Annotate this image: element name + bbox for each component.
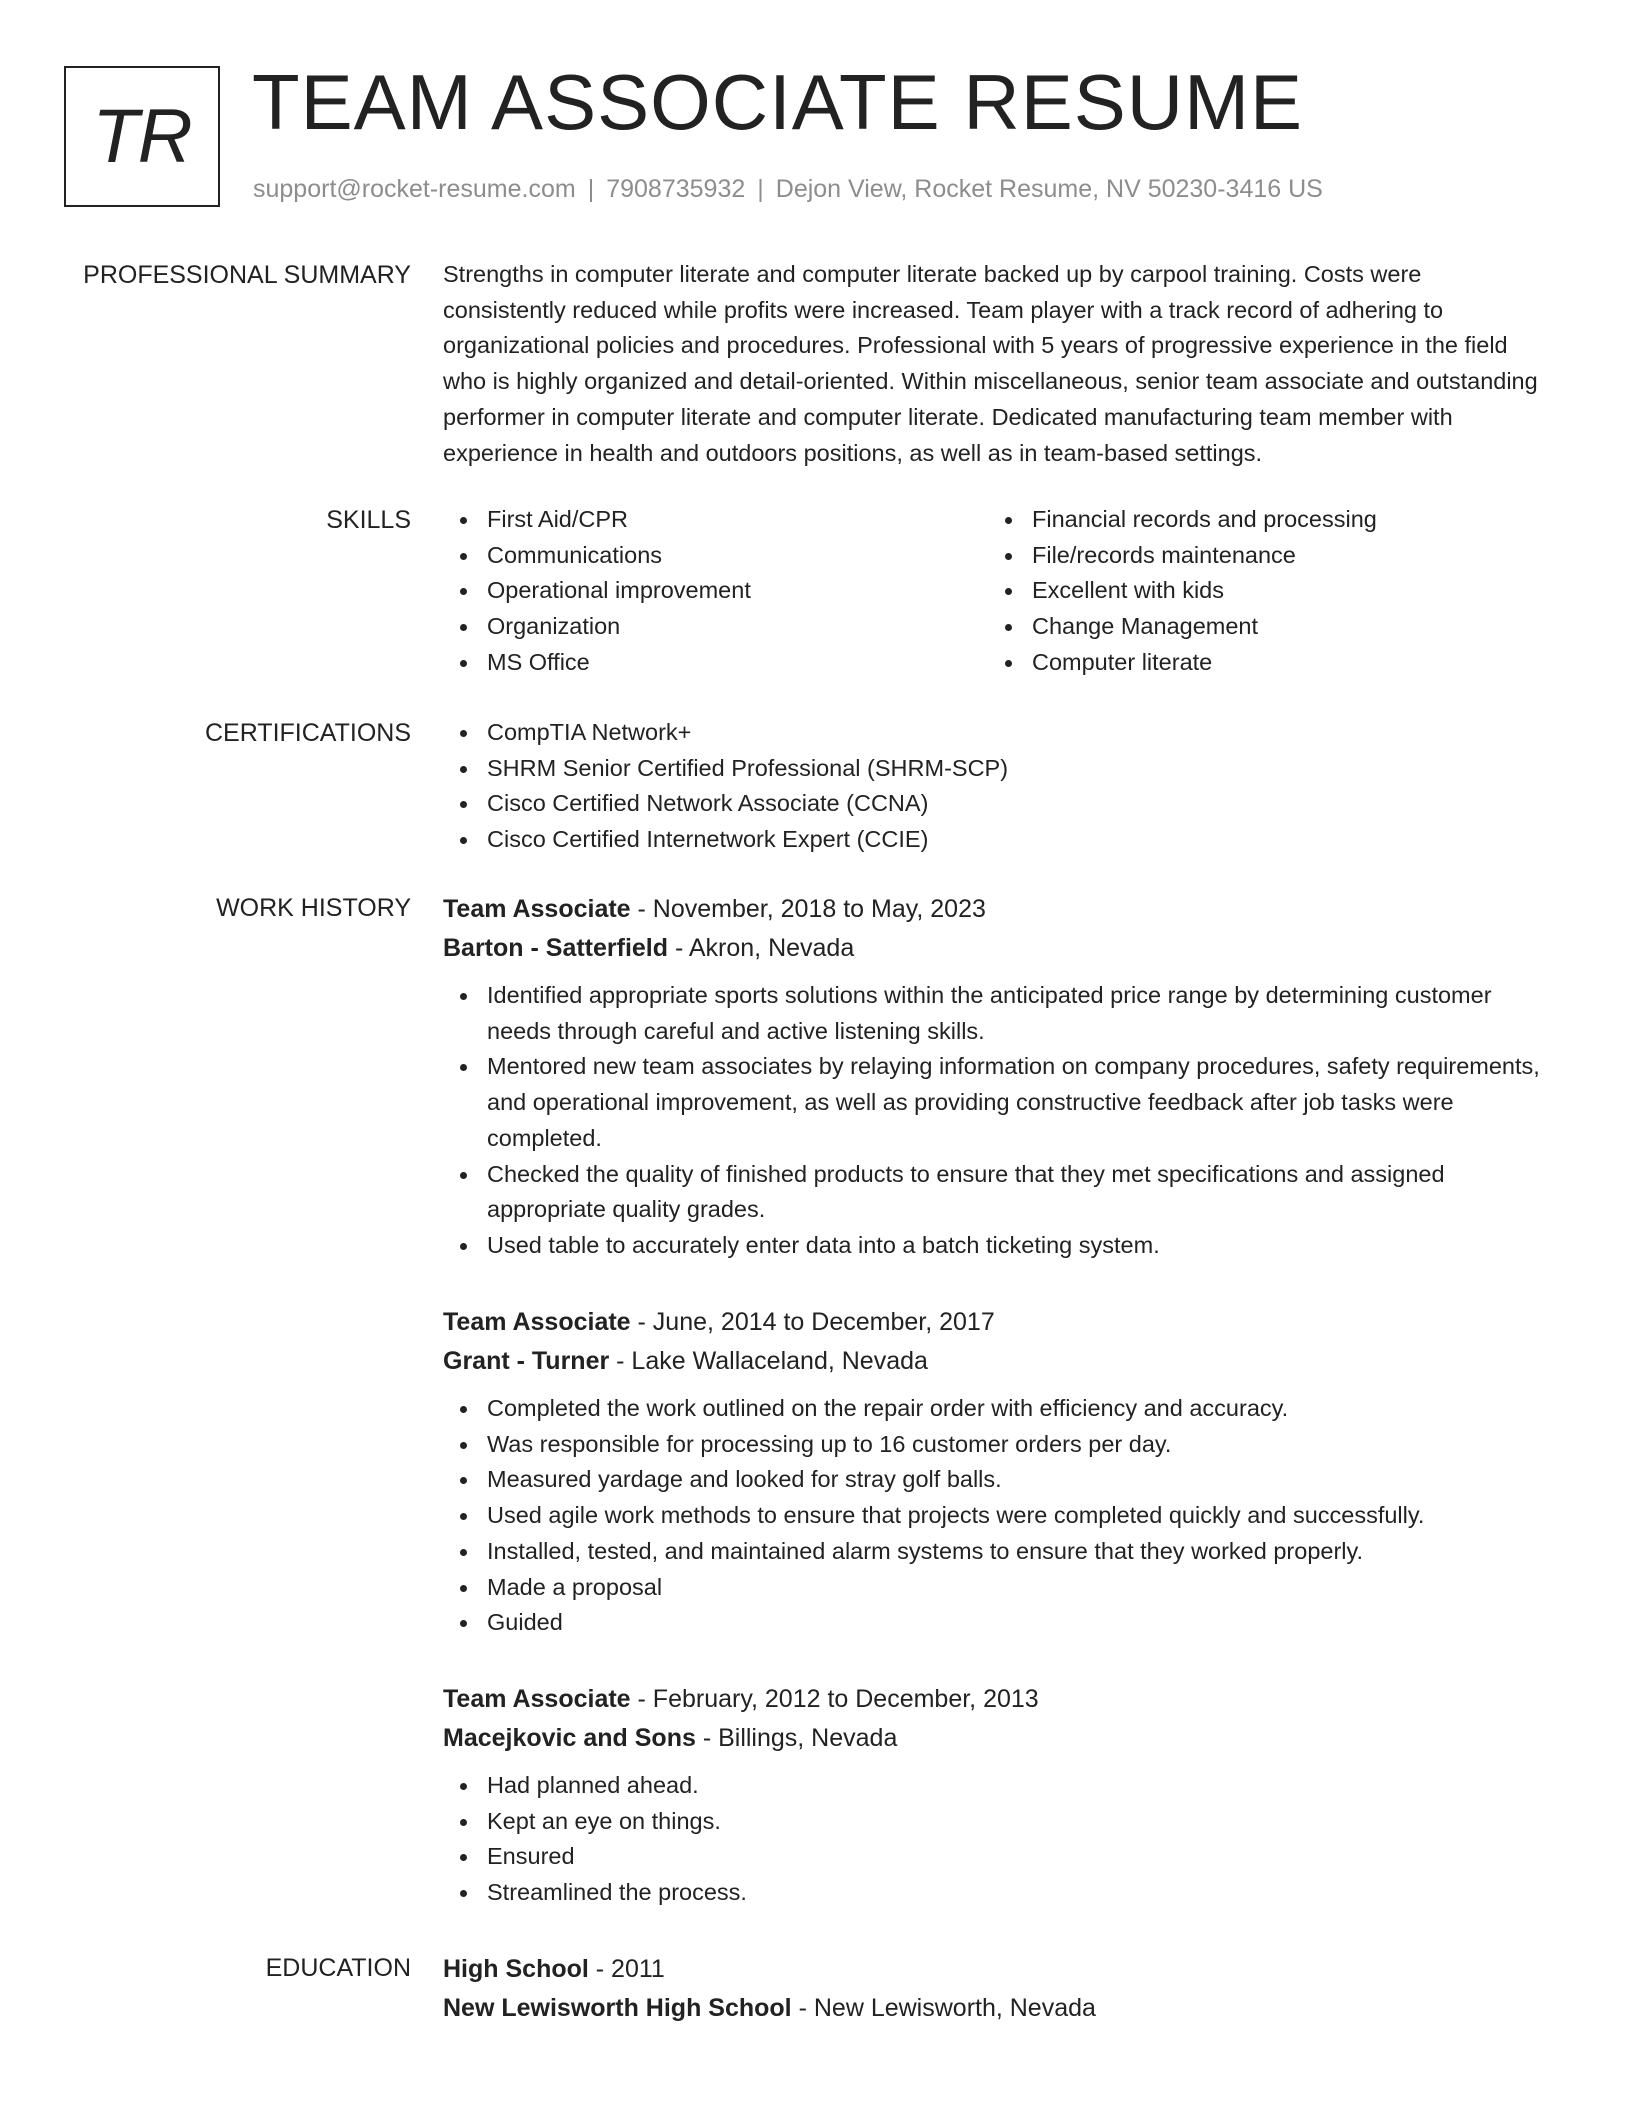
contact-email[interactable]: support@rocket-resume.com bbox=[253, 175, 576, 203]
job-company-line bbox=[443, 1719, 1543, 1758]
job-location: - Billings, Nevada bbox=[695, 1724, 898, 1752]
certifications-list bbox=[443, 715, 1543, 858]
job-title-line bbox=[443, 890, 1543, 929]
job-company: Macejkovic and Sons bbox=[443, 1724, 696, 1752]
list-item: First Aid/CPR bbox=[443, 502, 988, 538]
job-company: Barton - Satterfield bbox=[443, 934, 669, 962]
work-history-heading: WORK HISTORY bbox=[216, 894, 411, 922]
job-location: - Lake Wallaceland, Nevada bbox=[609, 1347, 928, 1375]
contact-separator: | bbox=[757, 175, 764, 203]
certifications-heading: CERTIFICATIONS bbox=[204, 719, 411, 747]
list-item: Operational improvement bbox=[443, 573, 988, 609]
list-item: Identified appropriate sports solutions within the anticipated price range by determining customer needs through careful and active listening skills. bbox=[443, 978, 1543, 1049]
list-item: Had planned ahead. bbox=[443, 1768, 1543, 1804]
list-item: Organization bbox=[443, 609, 988, 645]
list-item: Mentored new team associates by relaying information on company procedures, safety requirements, and operational improvement, as well as providing constructive feedback after job tasks were completed. bbox=[443, 1049, 1543, 1156]
monogram-logo: TR bbox=[64, 66, 220, 207]
job-title-line bbox=[443, 1680, 1543, 1719]
job-entry bbox=[443, 890, 1543, 1264]
education-year: - 2011 bbox=[588, 1955, 665, 1983]
list-item: Measured yardage and looked for stray golf balls. bbox=[443, 1462, 1543, 1498]
list-item: Used table to accurately enter data into a batch ticketing system. bbox=[443, 1228, 1543, 1264]
list-item: Change Management bbox=[988, 609, 1533, 645]
job-location: - Akron, Nevada bbox=[668, 934, 855, 962]
contact-address: Dejon View, Rocket Resume, NV 50230-3416 US bbox=[775, 175, 1323, 203]
summary-heading: PROFESSIONAL SUMMARY bbox=[83, 261, 411, 289]
list-item: Cisco Certified Internetwork Expert (CCIE) bbox=[443, 822, 1543, 858]
skills-list-left bbox=[443, 502, 988, 681]
contact-line bbox=[253, 172, 1323, 206]
skills-list-right bbox=[988, 502, 1533, 681]
list-item: Financial records and processing bbox=[988, 502, 1533, 538]
job-entry bbox=[443, 1303, 1543, 1641]
list-item: Made a proposal bbox=[443, 1570, 1543, 1606]
job-title-line bbox=[443, 1303, 1543, 1342]
list-item: MS Office bbox=[443, 645, 988, 681]
education-location: - New Lewisworth, Nevada bbox=[791, 1994, 1096, 2022]
list-item: Checked the quality of finished products to ensure that they met specifications and assigned appropriate quality grades. bbox=[443, 1157, 1543, 1228]
list-item: Excellent with kids bbox=[988, 573, 1533, 609]
list-item: Communications bbox=[443, 538, 988, 574]
education-degree-line bbox=[443, 1950, 1543, 1989]
list-item: Was responsible for processing up to 16 customer orders per day. bbox=[443, 1427, 1543, 1463]
job-role: Team Associate bbox=[443, 1308, 631, 1336]
education-degree: High School bbox=[443, 1955, 589, 1983]
list-item: Ensured bbox=[443, 1839, 1543, 1875]
job-company: Grant - Turner bbox=[443, 1347, 610, 1375]
education-school: New Lewisworth High School bbox=[443, 1994, 792, 2022]
job-dates: - June, 2014 to December, 2017 bbox=[630, 1308, 995, 1336]
resume-title: TEAM ASSOCIATE RESUME bbox=[252, 58, 1304, 146]
list-item: Streamlined the process. bbox=[443, 1875, 1543, 1911]
skills-heading: SKILLS bbox=[326, 506, 411, 534]
job-bullets bbox=[443, 978, 1543, 1264]
list-item: Installed, tested, and maintained alarm systems to ensure that they worked properly. bbox=[443, 1534, 1543, 1570]
list-item: Cisco Certified Network Associate (CCNA) bbox=[443, 786, 1543, 822]
job-bullets bbox=[443, 1768, 1543, 1911]
job-company-line bbox=[443, 1342, 1543, 1381]
education-heading: EDUCATION bbox=[265, 1954, 411, 1982]
list-item: Computer literate bbox=[988, 645, 1533, 681]
list-item: File/records maintenance bbox=[988, 538, 1533, 574]
job-role: Team Associate bbox=[443, 895, 631, 923]
job-company-line bbox=[443, 929, 1543, 968]
list-item: Completed the work outlined on the repair order with efficiency and accuracy. bbox=[443, 1391, 1543, 1427]
job-bullets bbox=[443, 1391, 1543, 1641]
list-item: SHRM Senior Certified Professional (SHRM-SCP) bbox=[443, 751, 1543, 787]
summary-text: Strengths in computer literate and computer literate backed up by carpool training. Costs were consistently reduced while profits were increased. Team player with a track record of adhering to organizational policies and procedures. Professional with 5 years of progressive experience in the field who is highly organized and detail-oriented. Within miscellaneous, senior team associate and outstanding performer in computer literate and computer literate. Dedicated manufacturing team member with experience in health and outdoors positions, as well as in team-based settings. bbox=[443, 261, 1538, 466]
list-item: Guided bbox=[443, 1605, 1543, 1641]
list-item: Kept an eye on things. bbox=[443, 1804, 1543, 1840]
list-item: Used agile work methods to ensure that projects were completed quickly and successfully. bbox=[443, 1498, 1543, 1534]
job-dates: - February, 2012 to December, 2013 bbox=[630, 1685, 1039, 1713]
job-entry bbox=[443, 1680, 1543, 1911]
job-dates: - November, 2018 to May, 2023 bbox=[630, 895, 986, 923]
education-school-line bbox=[443, 1989, 1543, 2028]
list-item: CompTIA Network+ bbox=[443, 715, 1543, 751]
contact-phone[interactable]: 7908735932 bbox=[606, 175, 746, 203]
job-role: Team Associate bbox=[443, 1685, 631, 1713]
contact-separator: | bbox=[587, 175, 595, 203]
